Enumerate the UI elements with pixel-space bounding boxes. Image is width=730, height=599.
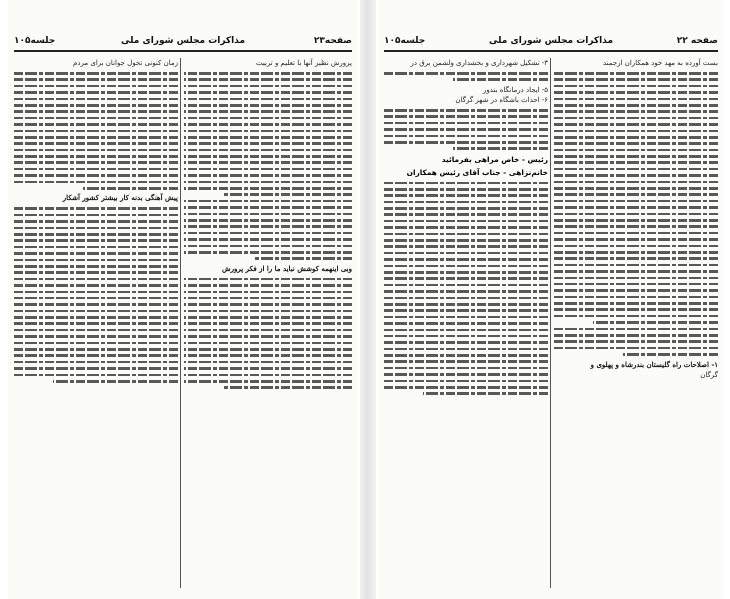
right-page [378,0,724,599]
left-page-title: مذاکرات مجلس شورای ملی [120,36,246,46]
body-text-block [384,72,548,81]
left-session-label: جلسه۱۰۵ [14,36,56,46]
column-text-line: گرگان [700,370,718,379]
body-text-block [184,72,352,260]
column-text-line: بست آورده به مهد خود همکاران ارجمند [602,59,718,67]
column-text-line: زمان کنونی تحول جوانان برای مردم [73,59,178,67]
right-page-header [384,32,718,52]
speaker-label: خانم‌نزاهی - جناب آقای رئیس همکاران [406,167,548,177]
body-text-block [384,182,548,395]
speaker-label: رئیس - خاص مراهی بفرمائید [441,154,548,164]
column-divider [550,58,551,588]
right-page-column-left [384,58,548,594]
header-rule [14,50,352,52]
left-page-header [14,32,352,52]
right-page-title: مذاکرات مجلس شورای ملی [488,36,614,46]
left-page [8,0,358,599]
right-page-column-right [554,58,718,594]
body-text-block [14,72,178,190]
body-text-block [184,278,352,389]
book-gutter [360,0,376,599]
list-item: ۶- احداث باشگاه در شهر گرگان [455,95,548,104]
column-text-line: پیش آهنگی بدنه کار بیشتر کشور آشکار [62,193,178,203]
column-text-line: پرورش نظیر آنها با تعلیم و تربیت [255,59,352,67]
column-text-line: ۱- اصلاحات راه گلیستان بندرشاه و پهلوی و [590,359,718,369]
body-text-block [14,207,178,382]
column-divider [180,58,181,588]
header-rule [384,50,718,52]
right-session-label: جلسه۱۰۵ [384,36,426,46]
left-page-column-left [14,58,178,594]
left-page-number: صفحه۲۳ [313,36,352,46]
body-text-block [554,72,718,356]
left-page-column-right [184,58,352,594]
right-page-number: صفحه ۲۲ [676,36,718,46]
column-text-line: ۳- تشکیل شهرداری و بخشداری ولشمن برق در [410,59,548,67]
column-text-line: وبی اینهمه کوشش نباید ما را از فکر پرورش [222,263,352,273]
list-item: ۵- ایجاد درمانگاه بندور [483,85,548,94]
body-text-block [384,109,548,150]
